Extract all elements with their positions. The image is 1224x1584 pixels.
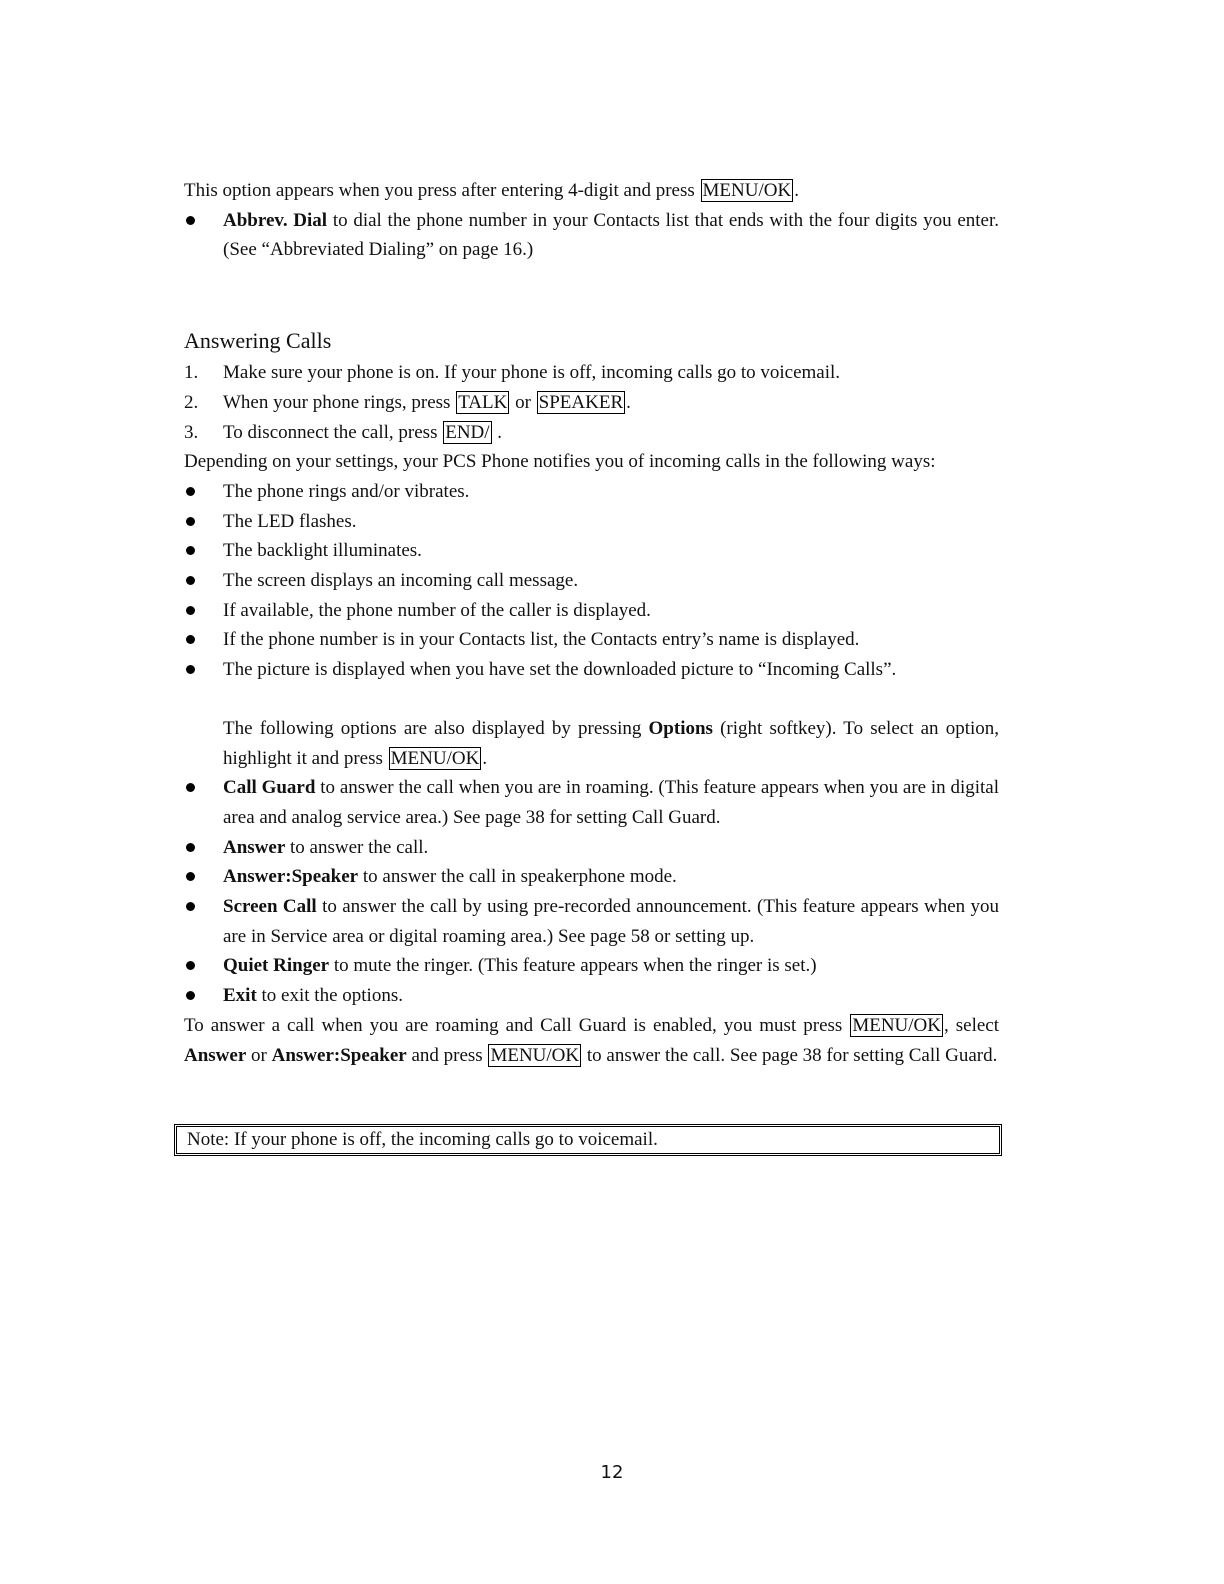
notify-item: The phone rings and/or vibrates. bbox=[184, 477, 999, 507]
note-text: Note: If your phone is off, the incoming calls go to voicemail. bbox=[187, 1129, 658, 1150]
abbrev-dial-bullet: Abbrev. Dial to dial the phone number in your Contacts list that ends with the four digits you enter. (See “Abbreviated Dialing” on page 16.) bbox=[184, 206, 999, 265]
step-3: 3. To disconnect the call, press END/ . bbox=[184, 421, 503, 443]
notify-item: The screen displays an incoming call message. bbox=[184, 566, 999, 596]
notify-item: The backlight illuminates. bbox=[184, 536, 999, 566]
roaming-paragraph: To answer a call when you are roaming and Call Guard is enabled, you must press MENU/OK , select Answer or Answer:Speaker and press MENU/OK to answer the call. See page 38 for setting Call Guard. bbox=[184, 1014, 999, 1066]
option-item: Quiet Ringer to mute the ringer. (This feature appears when the ringer is set.) bbox=[184, 951, 999, 981]
notify-item: If the phone number is in your Contacts list, the Contacts entry’s name is displayed. bbox=[184, 625, 999, 655]
intro-line: This option appears when you press after entering 4-digit and press MENU/OK . bbox=[184, 180, 799, 201]
speaker-key: SPEAKER bbox=[538, 391, 624, 413]
option-item: Answer to answer the call. bbox=[184, 833, 999, 863]
notify-intro: Depending on your settings, your PCS Phone notifies you of incoming calls in the following ways: bbox=[184, 451, 936, 473]
option-item: Answer:Speaker to answer the call in speakerphone mode. bbox=[184, 862, 999, 892]
notify-item: The LED flashes. bbox=[184, 507, 999, 537]
document-body bbox=[184, 176, 999, 1070]
menu-ok-key: MENU/OK bbox=[390, 747, 480, 769]
notify-item: If available, the phone number of the caller is displayed. bbox=[184, 596, 999, 626]
note-box bbox=[174, 1124, 1002, 1156]
options-intro: The following options are also displayed by pressing Options (right softkey). To select an option, highlight it and press MENU/OK . bbox=[223, 717, 1000, 769]
step-2: 2. When your phone rings, press TALK or SPEAKER . bbox=[184, 391, 631, 413]
end-key: END/ bbox=[445, 421, 490, 443]
menu-ok-key: MENU/OK bbox=[702, 180, 792, 201]
menu-ok-key: MENU/OK bbox=[852, 1014, 941, 1036]
notify-item: The picture is displayed when you have set the downloaded picture to “Incoming Calls”. bbox=[184, 655, 999, 685]
talk-key: TALK bbox=[458, 391, 508, 413]
option-item: Screen Call to answer the call by using pre-recorded announcement. (This feature appears when you are in Service area or digital roaming area.) See page 58 or setting up. bbox=[184, 892, 999, 951]
menu-ok-key: MENU/OK bbox=[490, 1044, 580, 1066]
step-1: 1. Make sure your phone is on. If your phone is off, incoming calls go to voicemail. bbox=[184, 362, 841, 384]
option-item: Call Guard to answer the call when you are in roaming. (This feature appears when you are in digital area and analog service area.) See page 38 for setting Call Guard. bbox=[184, 773, 999, 832]
page-number: 12 bbox=[600, 1462, 624, 1483]
option-item: Exit to exit the options. bbox=[184, 981, 999, 1011]
section-heading: Answering Calls bbox=[184, 328, 332, 354]
